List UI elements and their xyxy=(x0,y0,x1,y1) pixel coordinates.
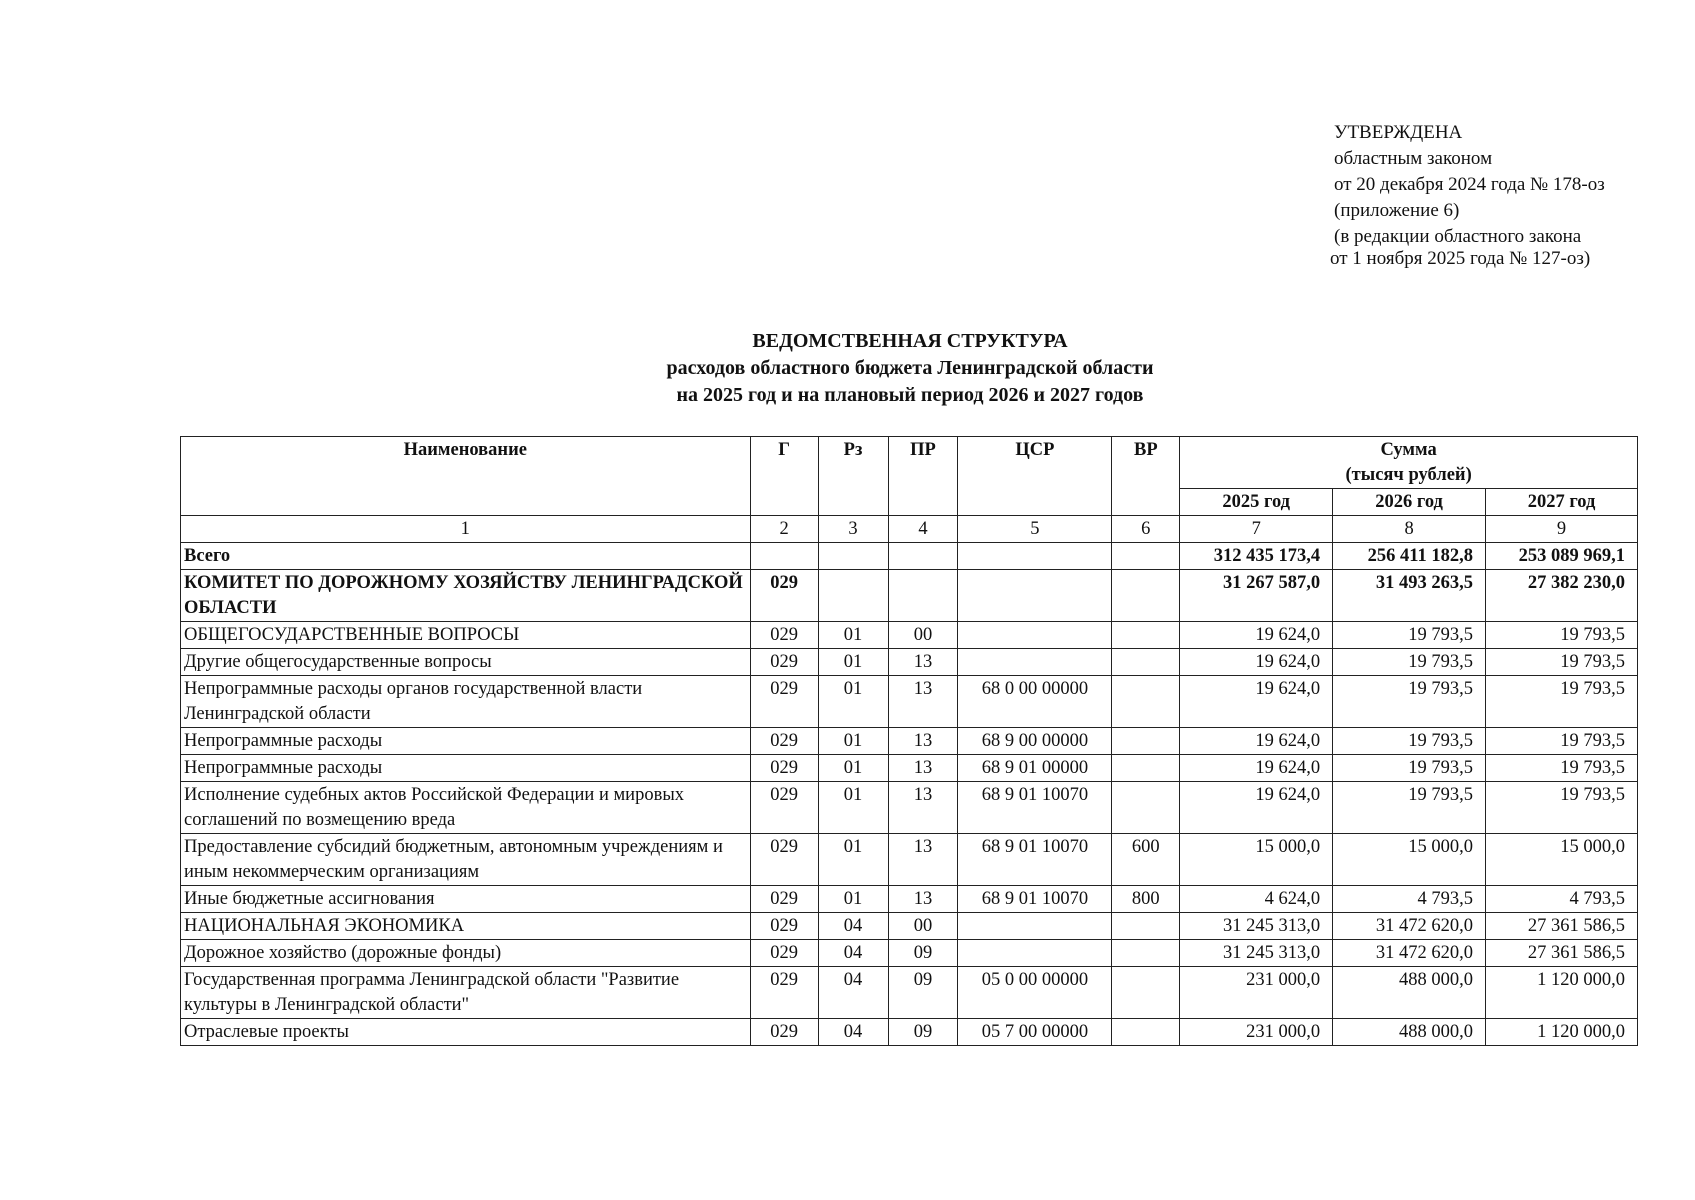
row-2026: 15 000,0 xyxy=(1333,834,1486,886)
row-2027: 19 793,5 xyxy=(1486,676,1638,728)
row-rz: 01 xyxy=(818,728,888,755)
header-g: Г xyxy=(750,437,818,516)
row-2027: 19 793,5 xyxy=(1486,728,1638,755)
row-vr xyxy=(1112,967,1180,1019)
column-number: 7 xyxy=(1180,516,1333,543)
row-2025: 31 267 587,0 xyxy=(1180,570,1333,622)
approval-line-3: от 20 декабря 2024 года № 178-оз xyxy=(1334,174,1605,195)
row-g: 029 xyxy=(750,886,818,913)
row-csr xyxy=(958,913,1112,940)
row-2025: 231 000,0 xyxy=(1180,967,1333,1019)
table-row xyxy=(181,886,1638,913)
table-row xyxy=(181,967,1638,1019)
column-number: 6 xyxy=(1112,516,1180,543)
row-g: 029 xyxy=(750,728,818,755)
row-rz: 01 xyxy=(818,782,888,834)
row-name: ОБЩЕГОСУДАРСТВЕННЫЕ ВОПРОСЫ xyxy=(181,622,751,649)
approval-line-5: (в редакции областного закона xyxy=(1334,226,1582,247)
row-2025: 31 245 313,0 xyxy=(1180,913,1333,940)
row-csr: 05 7 00 00000 xyxy=(958,1019,1112,1046)
row-rz: 01 xyxy=(818,622,888,649)
row-rz: 04 xyxy=(818,940,888,967)
table-row-total xyxy=(181,543,1638,570)
document-title xyxy=(0,328,1695,409)
row-csr xyxy=(958,622,1112,649)
table-row xyxy=(181,622,1638,649)
row-csr xyxy=(958,543,1112,570)
row-name: КОМИТЕТ ПО ДОРОЖНОМУ ХОЗЯЙСТВУ ЛЕНИНГРАДСКОЙ ОБЛАСТИ xyxy=(181,570,751,622)
header-name: Наименование xyxy=(181,437,751,516)
row-pr: 09 xyxy=(888,967,958,1019)
header-pr: ПР xyxy=(888,437,958,516)
row-vr xyxy=(1112,622,1180,649)
row-g xyxy=(750,543,818,570)
row-pr: 13 xyxy=(888,834,958,886)
approval-line-6: от 1 ноября 2025 года № 127-оз) xyxy=(1330,248,1591,269)
row-2025: 19 624,0 xyxy=(1180,755,1333,782)
column-number: 9 xyxy=(1486,516,1638,543)
row-pr: 13 xyxy=(888,728,958,755)
header-sum-label: Сумма xyxy=(1380,440,1437,460)
row-2025: 231 000,0 xyxy=(1180,1019,1333,1046)
header-vr: ВР xyxy=(1112,437,1180,516)
row-name: Исполнение судебных актов Российской Федерации и мировых соглашений по возмещению вреда xyxy=(181,782,751,834)
row-csr xyxy=(958,570,1112,622)
row-name: Всего xyxy=(181,543,751,570)
row-2025: 31 245 313,0 xyxy=(1180,940,1333,967)
row-2027: 19 793,5 xyxy=(1486,649,1638,676)
row-2025: 15 000,0 xyxy=(1180,834,1333,886)
row-rz: 01 xyxy=(818,649,888,676)
header-year-2026: 2026 год xyxy=(1333,489,1486,516)
row-pr: 13 xyxy=(888,782,958,834)
row-name: Государственная программа Ленинградской области "Развитие культуры в Ленинградской области" xyxy=(181,967,751,1019)
row-name: НАЦИОНАЛЬНАЯ ЭКОНОМИКА xyxy=(181,913,751,940)
row-2026: 488 000,0 xyxy=(1333,1019,1486,1046)
row-pr: 13 xyxy=(888,886,958,913)
header-year-2027: 2027 год xyxy=(1486,489,1638,516)
header-year-2025: 2025 год xyxy=(1180,489,1333,516)
row-g: 029 xyxy=(750,1019,818,1046)
row-csr: 68 0 00 00000 xyxy=(958,676,1112,728)
row-g: 029 xyxy=(750,570,818,622)
column-number-row xyxy=(181,516,1638,543)
row-name: Непрограммные расходы xyxy=(181,755,751,782)
row-2026: 19 793,5 xyxy=(1333,755,1486,782)
row-csr: 05 0 00 00000 xyxy=(958,967,1112,1019)
table-row xyxy=(181,570,1638,622)
column-number: 3 xyxy=(818,516,888,543)
row-vr xyxy=(1112,913,1180,940)
row-vr xyxy=(1112,676,1180,728)
header-sum-unit: (тысяч рублей) xyxy=(1345,465,1472,485)
row-vr xyxy=(1112,782,1180,834)
row-csr: 68 9 01 10070 xyxy=(958,886,1112,913)
header-sum xyxy=(1180,437,1638,489)
row-pr: 09 xyxy=(888,940,958,967)
row-csr: 68 9 01 00000 xyxy=(958,755,1112,782)
row-rz: 01 xyxy=(818,834,888,886)
row-2027: 4 793,5 xyxy=(1486,886,1638,913)
row-g: 029 xyxy=(750,649,818,676)
row-rz: 04 xyxy=(818,967,888,1019)
table-row xyxy=(181,1019,1638,1046)
table-row xyxy=(181,782,1638,834)
header-csr: ЦСР xyxy=(958,437,1112,516)
row-g: 029 xyxy=(750,967,818,1019)
column-number: 5 xyxy=(958,516,1112,543)
table-row xyxy=(181,755,1638,782)
row-vr: 800 xyxy=(1112,886,1180,913)
row-g: 029 xyxy=(750,622,818,649)
row-2026: 256 411 182,8 xyxy=(1333,543,1486,570)
row-vr: 600 xyxy=(1112,834,1180,886)
title-line-1: ВЕДОМСТВЕННАЯ СТРУКТУРА xyxy=(752,330,1068,352)
row-2025: 19 624,0 xyxy=(1180,622,1333,649)
row-2027: 19 793,5 xyxy=(1486,782,1638,834)
column-number: 8 xyxy=(1333,516,1486,543)
row-2027: 1 120 000,0 xyxy=(1486,967,1638,1019)
row-2025: 4 624,0 xyxy=(1180,886,1333,913)
row-rz xyxy=(818,570,888,622)
row-g: 029 xyxy=(750,913,818,940)
row-csr: 68 9 01 10070 xyxy=(958,834,1112,886)
row-name: Отраслевые проекты xyxy=(181,1019,751,1046)
row-csr xyxy=(958,649,1112,676)
table-row xyxy=(181,913,1638,940)
row-name: Непрограммные расходы xyxy=(181,728,751,755)
row-name: Дорожное хозяйство (дорожные фонды) xyxy=(181,940,751,967)
row-pr: 00 xyxy=(888,913,958,940)
title-line-3: на 2025 год и на плановый период 2026 и 2027 годов xyxy=(676,384,1144,406)
row-2026: 19 793,5 xyxy=(1333,622,1486,649)
row-2025: 19 624,0 xyxy=(1180,649,1333,676)
row-rz xyxy=(818,543,888,570)
header-row xyxy=(181,437,1638,489)
row-2026: 19 793,5 xyxy=(1333,782,1486,834)
row-2025: 312 435 173,4 xyxy=(1180,543,1333,570)
row-2026: 31 493 263,5 xyxy=(1333,570,1486,622)
row-2026: 488 000,0 xyxy=(1333,967,1486,1019)
approval-stamp xyxy=(1330,120,1605,272)
row-2026: 31 472 620,0 xyxy=(1333,940,1486,967)
row-csr: 68 9 00 00000 xyxy=(958,728,1112,755)
row-2026: 19 793,5 xyxy=(1333,728,1486,755)
row-name: Другие общегосударственные вопросы xyxy=(181,649,751,676)
row-vr xyxy=(1112,649,1180,676)
table-row xyxy=(181,649,1638,676)
column-number: 1 xyxy=(181,516,751,543)
column-number: 4 xyxy=(888,516,958,543)
row-pr xyxy=(888,570,958,622)
row-2025: 19 624,0 xyxy=(1180,676,1333,728)
row-g: 029 xyxy=(750,782,818,834)
row-g: 029 xyxy=(750,834,818,886)
approval-line-1: УТВЕРЖДЕНА xyxy=(1334,122,1463,143)
row-2027: 27 382 230,0 xyxy=(1486,570,1638,622)
approval-line-4: (приложение 6) xyxy=(1334,200,1460,221)
row-2026: 31 472 620,0 xyxy=(1333,913,1486,940)
row-vr xyxy=(1112,940,1180,967)
row-2027: 19 793,5 xyxy=(1486,755,1638,782)
row-pr: 09 xyxy=(888,1019,958,1046)
row-rz: 04 xyxy=(818,913,888,940)
row-vr xyxy=(1112,728,1180,755)
row-2027: 27 361 586,5 xyxy=(1486,913,1638,940)
row-pr: 00 xyxy=(888,622,958,649)
row-2025: 19 624,0 xyxy=(1180,728,1333,755)
row-name: Непрограммные расходы органов государственной власти Ленинградской области xyxy=(181,676,751,728)
row-csr xyxy=(958,940,1112,967)
row-pr: 13 xyxy=(888,649,958,676)
row-2027: 15 000,0 xyxy=(1486,834,1638,886)
table-row xyxy=(181,676,1638,728)
row-2026: 19 793,5 xyxy=(1333,649,1486,676)
row-2027: 253 089 969,1 xyxy=(1486,543,1638,570)
approval-line-2: областным законом xyxy=(1334,148,1493,169)
row-pr xyxy=(888,543,958,570)
row-vr xyxy=(1112,1019,1180,1046)
row-rz: 01 xyxy=(818,676,888,728)
row-2027: 27 361 586,5 xyxy=(1486,940,1638,967)
row-vr xyxy=(1112,543,1180,570)
row-g: 029 xyxy=(750,676,818,728)
row-rz: 01 xyxy=(818,755,888,782)
row-rz: 04 xyxy=(818,1019,888,1046)
table-row xyxy=(181,728,1638,755)
table-row xyxy=(181,940,1638,967)
row-name: Иные бюджетные ассигнования xyxy=(181,886,751,913)
row-name: Предоставление субсидий бюджетным, автономным учреждениям и иным некоммерческим организациям xyxy=(181,834,751,886)
row-g: 029 xyxy=(750,755,818,782)
row-2026: 4 793,5 xyxy=(1333,886,1486,913)
row-vr xyxy=(1112,570,1180,622)
row-pr: 13 xyxy=(888,755,958,782)
row-vr xyxy=(1112,755,1180,782)
row-g: 029 xyxy=(750,940,818,967)
column-number: 2 xyxy=(750,516,818,543)
row-2027: 1 120 000,0 xyxy=(1486,1019,1638,1046)
row-csr: 68 9 01 10070 xyxy=(958,782,1112,834)
row-rz: 01 xyxy=(818,886,888,913)
row-2027: 19 793,5 xyxy=(1486,622,1638,649)
row-2026: 19 793,5 xyxy=(1333,676,1486,728)
row-2025: 19 624,0 xyxy=(1180,782,1333,834)
header-rz: Рз xyxy=(818,437,888,516)
budget-table xyxy=(180,436,1638,1046)
title-line-2: расходов областного бюджета Ленинградской области xyxy=(666,357,1154,379)
table-row xyxy=(181,834,1638,886)
row-pr: 13 xyxy=(888,676,958,728)
